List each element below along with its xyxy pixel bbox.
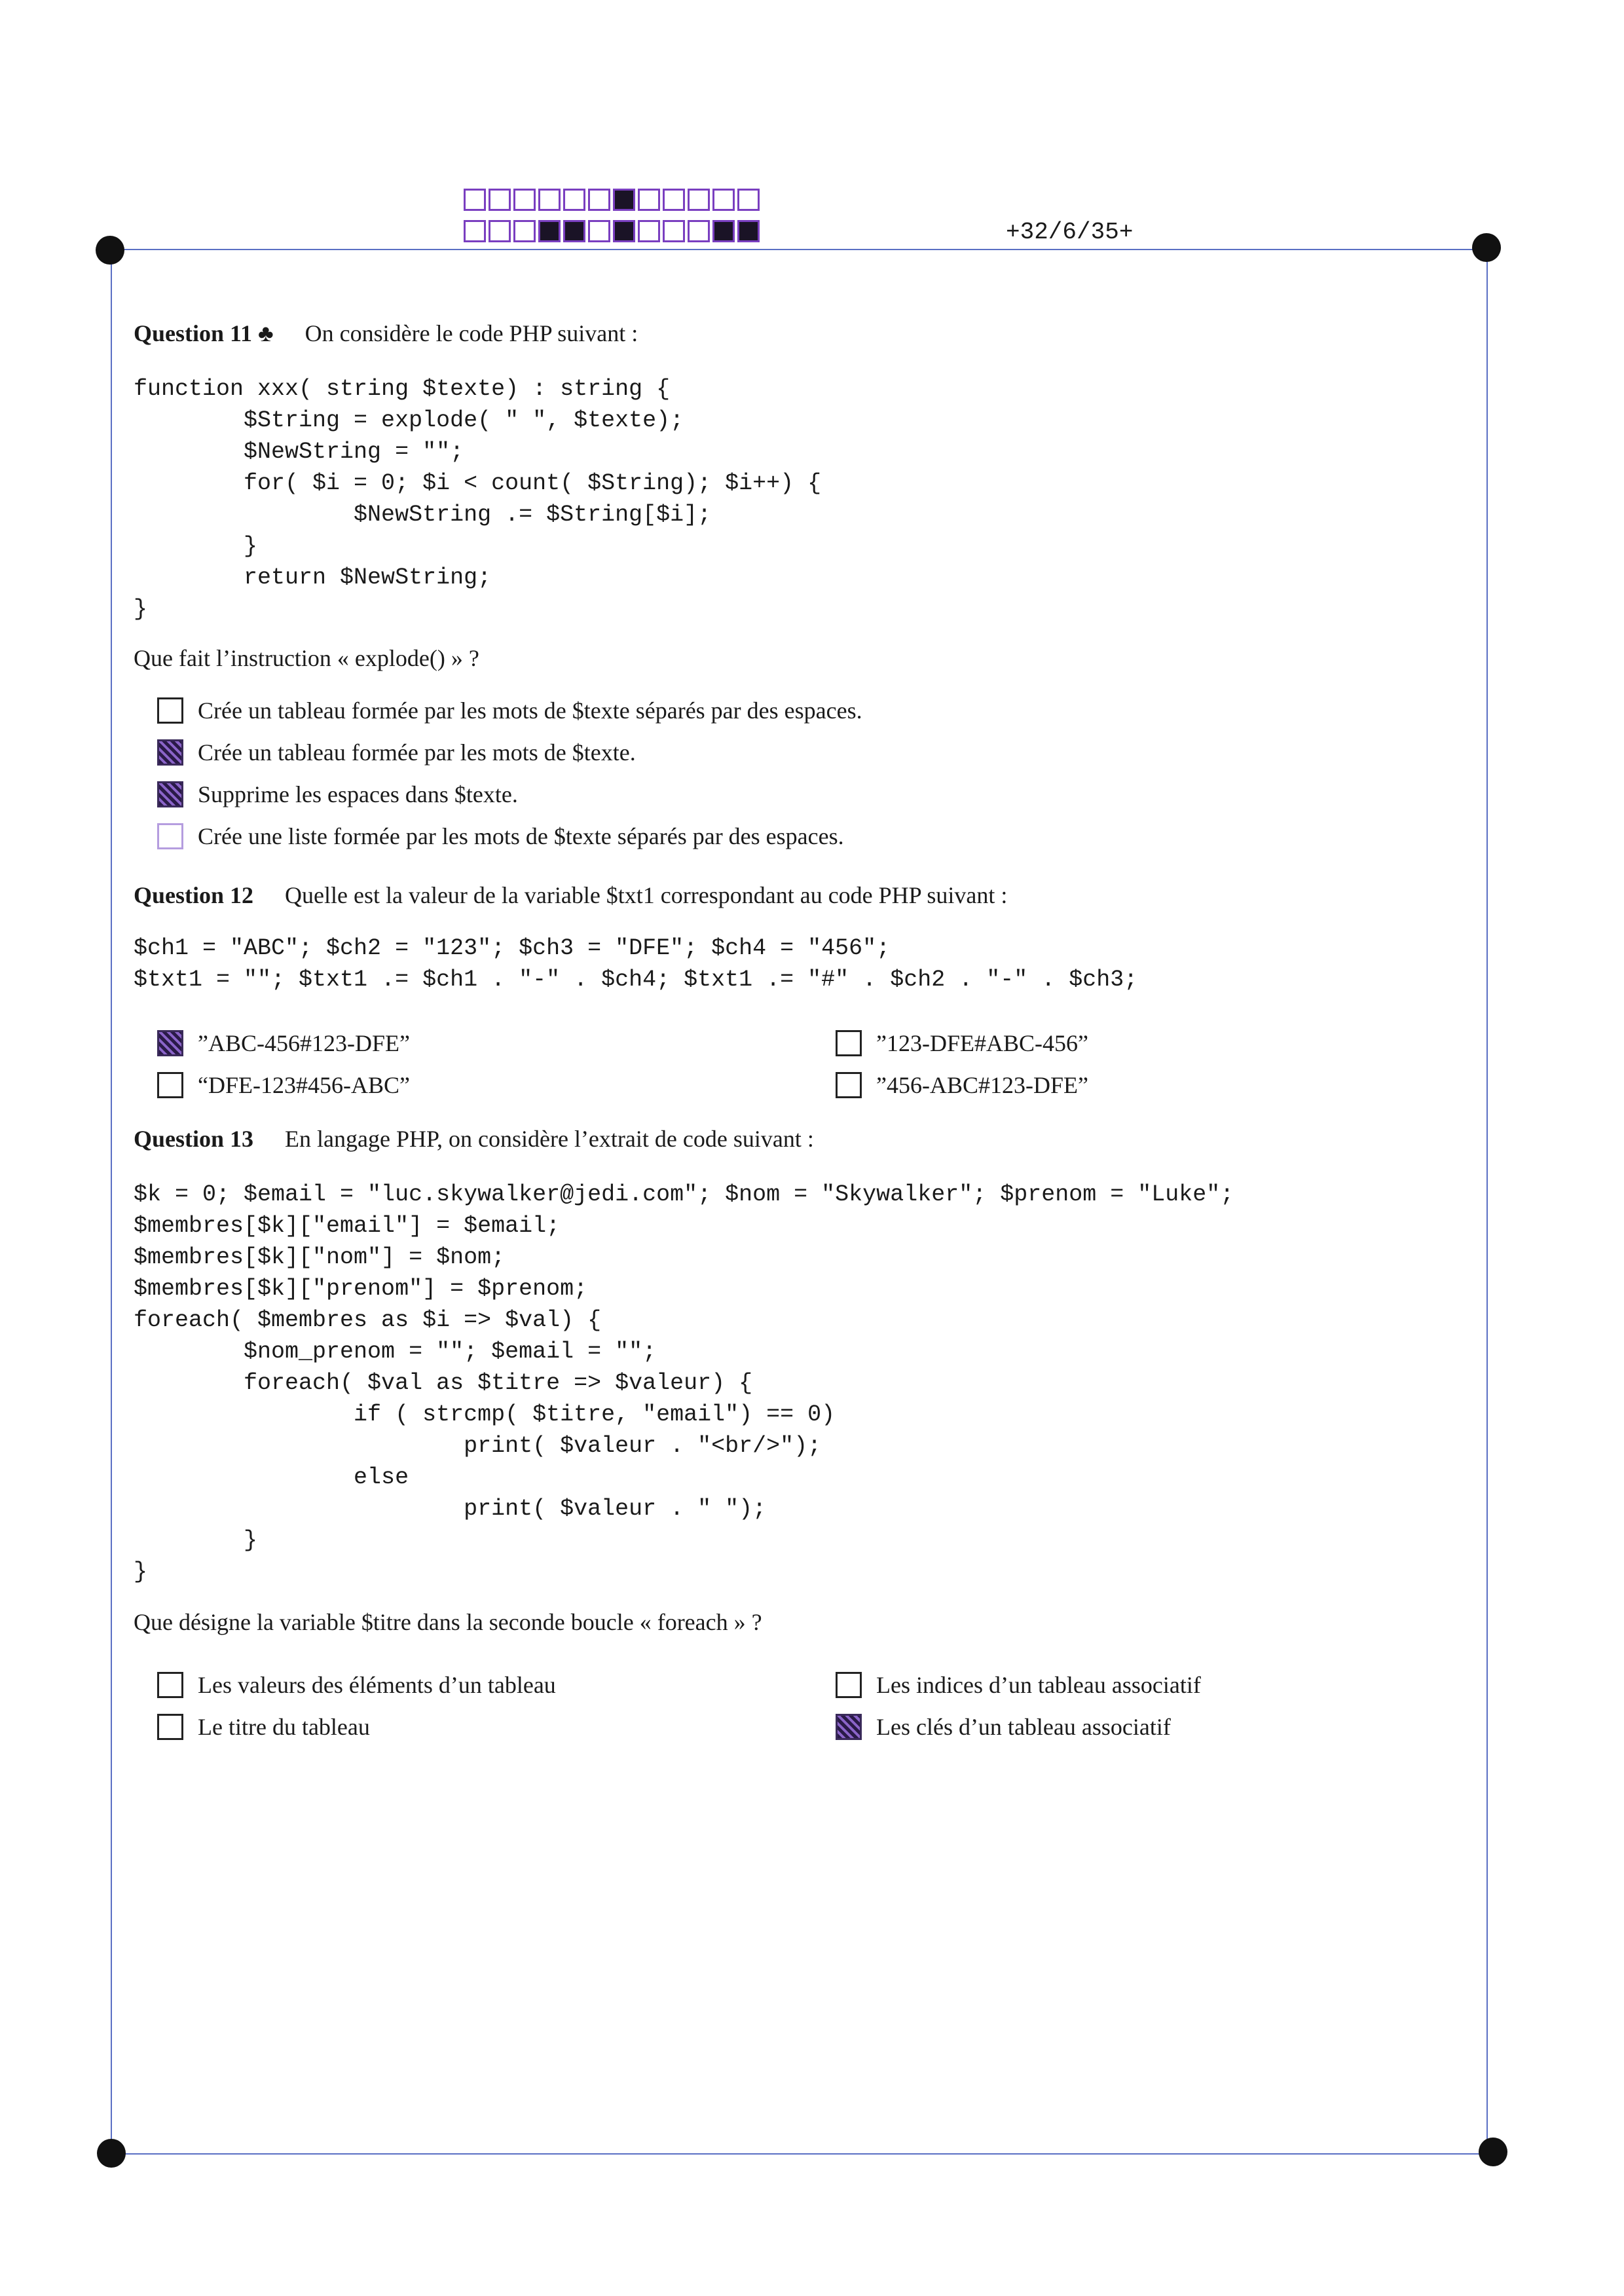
code-cell-empty bbox=[464, 189, 486, 211]
code-cell-empty bbox=[464, 220, 486, 242]
option-label: Crée un tableau formée par les mots de $texte séparés par des espaces. bbox=[198, 697, 862, 724]
option-label: Les valeurs des éléments d’un tableau bbox=[198, 1672, 556, 1698]
question-number: Question 12 bbox=[134, 882, 254, 908]
q11-option-4[interactable] bbox=[157, 823, 844, 850]
code-cell-filled bbox=[712, 220, 735, 242]
q13-option-4[interactable] bbox=[836, 1713, 1171, 1741]
question-title: En langage PHP, on considère l’extrait de code suivant : bbox=[285, 1126, 814, 1152]
code-cell-empty bbox=[513, 189, 536, 211]
checkbox-checked[interactable] bbox=[157, 1030, 183, 1056]
code-grid-row-2 bbox=[464, 220, 762, 242]
checkbox[interactable] bbox=[836, 1072, 862, 1098]
q11-prompt: Que fait l’instruction « explode() » ? bbox=[134, 645, 479, 671]
q13-prompt: Que désigne la variable $titre dans la seconde boucle « foreach » ? bbox=[134, 1609, 762, 1635]
checkbox-checked[interactable] bbox=[157, 781, 183, 807]
option-label: Les clés d’un tableau associatif bbox=[876, 1714, 1171, 1740]
question-number: Question 13 bbox=[134, 1126, 254, 1152]
question-11-header bbox=[134, 320, 638, 347]
checkbox[interactable] bbox=[157, 1072, 183, 1098]
q11-option-3[interactable] bbox=[157, 781, 518, 808]
option-label: Crée un tableau formée par les mots de $texte. bbox=[198, 739, 636, 766]
code-grid-row-1 bbox=[464, 189, 762, 211]
q11-option-2[interactable] bbox=[157, 739, 636, 766]
q12-code-block: $ch1 = "ABC"; $ch2 = "123"; $ch3 = "DFE"; $ch4 = "456"; $txt1 = ""; $txt1 .= $ch1 . "-" . $ch4; $txt1 .= "#" . $ch2 . "-" . $ch3; bbox=[134, 935, 1138, 993]
question-number: Question 11 ♣ bbox=[134, 320, 274, 346]
q11-code-block: function xxx( string $texte) : string { $String = explode( " ", $texte); $NewString = ""; for( $i = 0; $i < count( $String); $i++) { $NewString .= $String[$i]; } return $NewString; } bbox=[134, 376, 822, 622]
frame-top bbox=[109, 249, 1485, 250]
code-cell-empty bbox=[638, 220, 660, 242]
option-label: Les indices d’un tableau associatif bbox=[876, 1672, 1201, 1698]
question-title: Quelle est la valeur de la variable $txt1 correspondant au code PHP suivant : bbox=[285, 882, 1008, 908]
code-cell-filled bbox=[737, 220, 760, 242]
code-cell-filled bbox=[613, 189, 635, 211]
q12-option-1[interactable] bbox=[157, 1029, 410, 1057]
code-cell-empty bbox=[688, 220, 710, 242]
code-cell-empty bbox=[588, 189, 610, 211]
corner-mark-top-left bbox=[96, 236, 124, 265]
q11-option-1[interactable] bbox=[157, 697, 862, 724]
option-label: Le titre du tableau bbox=[198, 1714, 370, 1740]
code-cell-empty bbox=[489, 220, 511, 242]
code-cell-empty bbox=[688, 189, 710, 211]
q13-code-block: $k = 0; $email = "luc.skywalker@jedi.com"; $nom = "Skywalker"; $prenom = "Luke"; $membres[$k]["email"] = $email; $membres[$k]["nom"] = $nom; $membres[$k]["prenom"] = $prenom; foreach( $membres as $i => $val) { $nom_prenom = ""; $email = ""; foreach( $val as $titre => $valeur) { if ( strcmp( $titre, "email") == 0) print( $valeur . "<br/>"); else print( $valeur . " "); } } bbox=[134, 1181, 1234, 1585]
frame-right bbox=[1486, 249, 1488, 2155]
option-label: “DFE-123#456-ABC” bbox=[198, 1072, 410, 1098]
question-13-header bbox=[134, 1125, 814, 1153]
checkbox[interactable] bbox=[157, 1672, 183, 1698]
checkbox-checked[interactable] bbox=[836, 1714, 862, 1740]
corner-mark-bottom-left bbox=[97, 2139, 126, 2168]
q13-option-3[interactable] bbox=[836, 1671, 1201, 1699]
checkbox[interactable] bbox=[157, 1714, 183, 1740]
q13-option-2[interactable] bbox=[157, 1713, 370, 1741]
corner-mark-bottom-right bbox=[1479, 2138, 1507, 2166]
code-cell-empty bbox=[588, 220, 610, 242]
option-label: Crée une liste formée par les mots de $texte séparés par des espaces. bbox=[198, 823, 844, 849]
q12-option-3[interactable] bbox=[836, 1029, 1088, 1057]
code-cell-empty bbox=[663, 189, 685, 211]
option-label: ”123-DFE#ABC-456” bbox=[876, 1030, 1088, 1056]
frame-bottom bbox=[109, 2153, 1493, 2155]
code-cell-empty bbox=[737, 189, 760, 211]
code-cell-empty bbox=[638, 189, 660, 211]
checkbox[interactable] bbox=[157, 823, 183, 849]
q13-option-1[interactable] bbox=[157, 1671, 556, 1699]
code-cell-empty bbox=[489, 189, 511, 211]
corner-mark-top-right bbox=[1472, 233, 1501, 262]
option-label: Supprime les espaces dans $texte. bbox=[198, 781, 518, 807]
checkbox[interactable] bbox=[836, 1030, 862, 1056]
code-cell-empty bbox=[712, 189, 735, 211]
checkbox[interactable] bbox=[157, 697, 183, 724]
code-cell-empty bbox=[663, 220, 685, 242]
code-cell-empty bbox=[563, 189, 585, 211]
code-cell-filled bbox=[613, 220, 635, 242]
code-cell-empty bbox=[538, 189, 561, 211]
option-label: ”456-ABC#123-DFE” bbox=[876, 1072, 1088, 1098]
question-title: On considère le code PHP suivant : bbox=[304, 320, 638, 346]
q12-option-4[interactable] bbox=[836, 1071, 1088, 1099]
code-cell-filled bbox=[563, 220, 585, 242]
code-cell-empty bbox=[513, 220, 536, 242]
frame-left bbox=[111, 249, 112, 2155]
page-id: +32/6/35+ bbox=[1006, 219, 1134, 246]
checkbox[interactable] bbox=[836, 1672, 862, 1698]
question-12-header bbox=[134, 881, 1007, 909]
code-cell-filled bbox=[538, 220, 561, 242]
option-label: ”ABC-456#123-DFE” bbox=[198, 1030, 410, 1056]
checkbox-checked[interactable] bbox=[157, 739, 183, 766]
q12-option-2[interactable] bbox=[157, 1071, 410, 1099]
